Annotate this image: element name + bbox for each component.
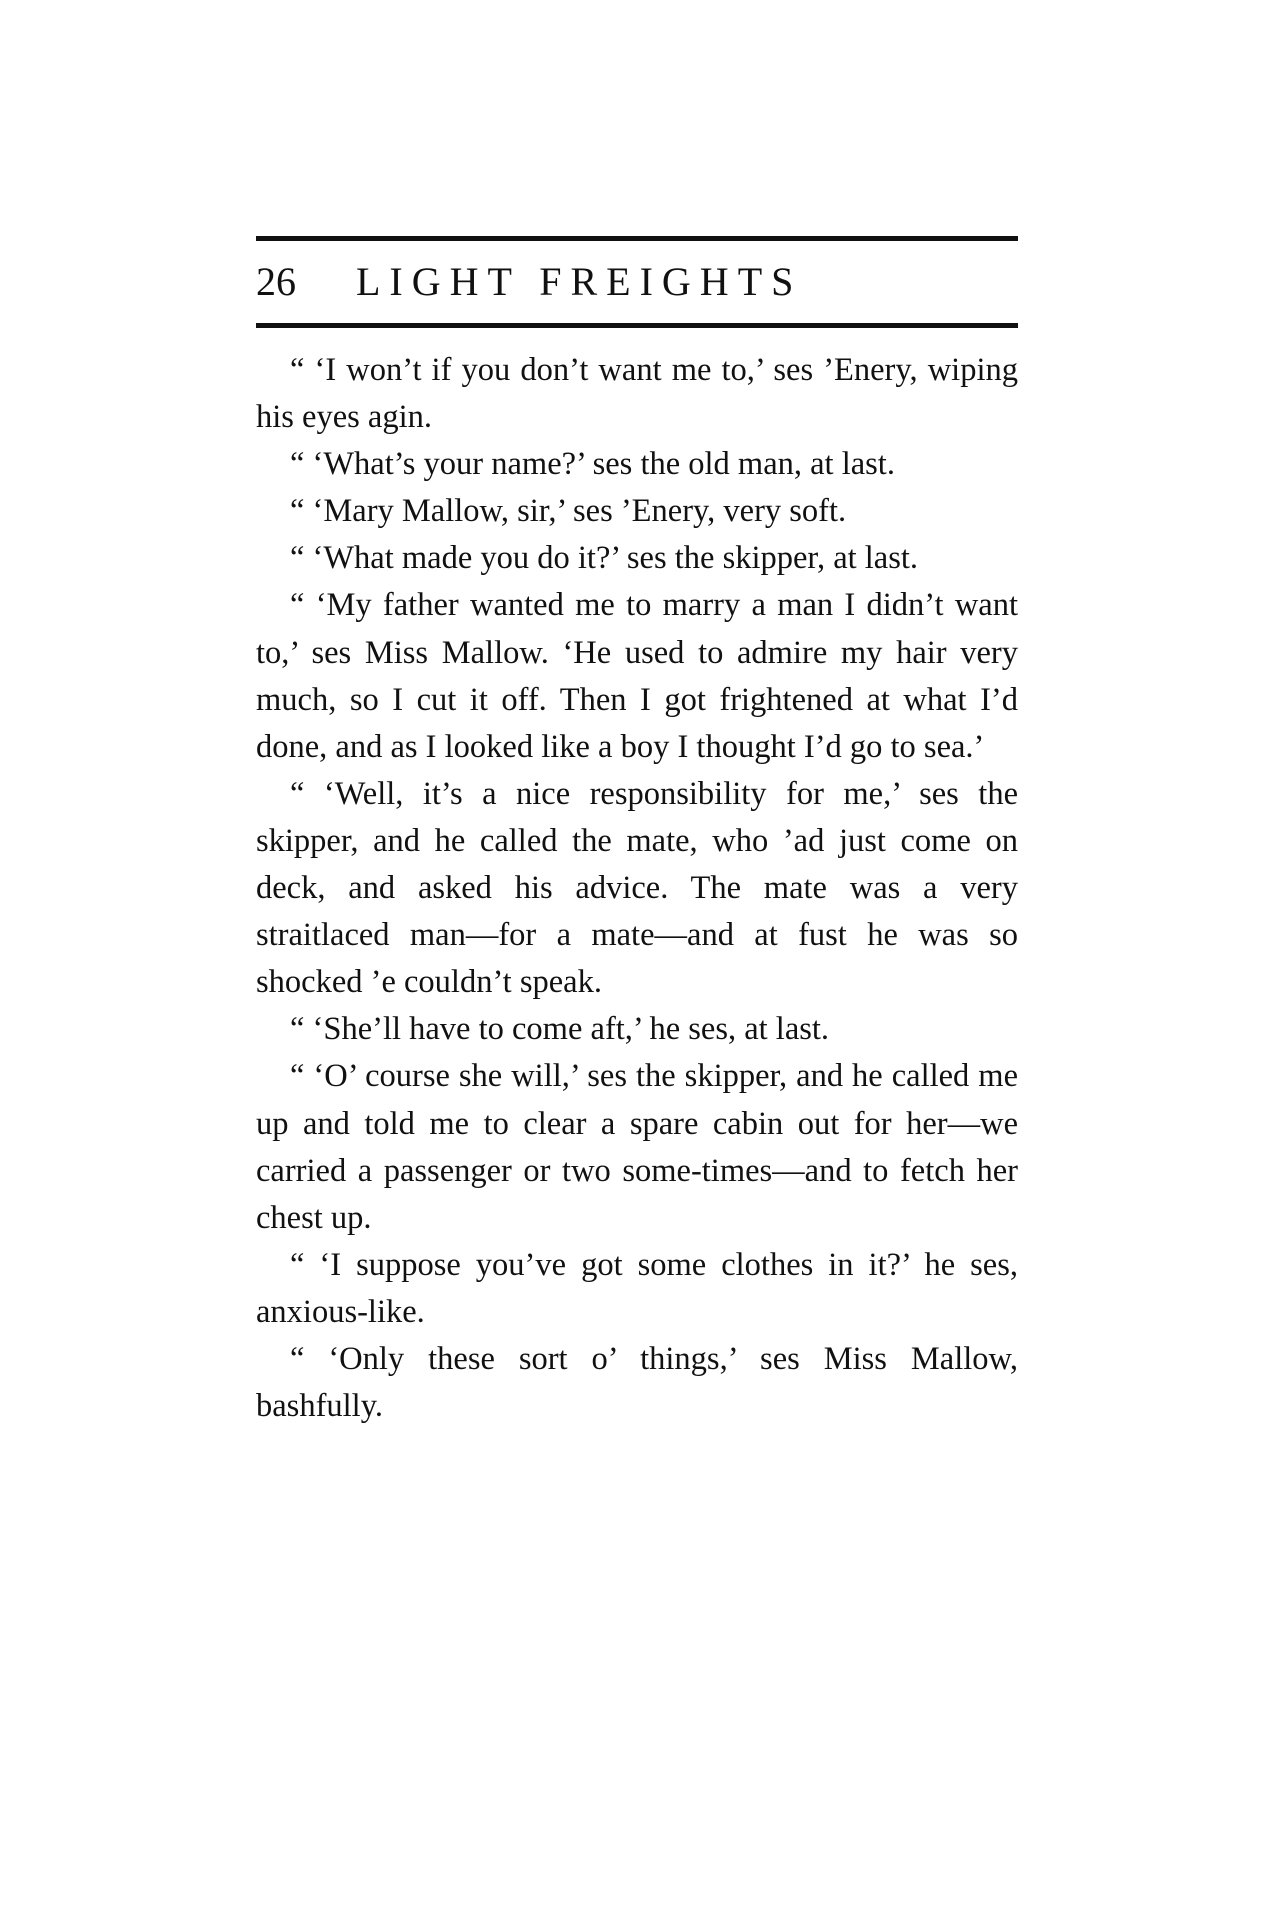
paragraph: “ ‘I suppose you’ve got some clothes in it?’ he ses, anxious-like. <box>256 1246 1018 1330</box>
book-page <box>256 236 1018 1430</box>
paragraph: “ ‘What’s your name?’ ses the old man, at last. <box>290 446 895 483</box>
paragraph: “ ‘O’ course she will,’ ses the skipper, and he called me up and told me to clear a spare cabin out for her—we carried a passenger or two some-times—and to fetch her chest up. <box>256 1058 1018 1236</box>
paragraph: “ ‘What made you do it?’ ses the skipper, at last. <box>290 540 919 577</box>
book-title: LIGHT FREIGHTS <box>356 259 803 304</box>
paragraph: “ ‘She’ll have to come aft,’ he ses, at last. <box>290 1011 830 1048</box>
paragraph: “ ‘I won’t if you don’t want me to,’ ses ’Enery, wiping his eyes agin. <box>256 352 1018 436</box>
body-text <box>256 347 1018 1430</box>
paragraph: “ ‘My father wanted me to marry a man I didn’t want to,’ ses Miss Mallow. ‘He used to admire my hair very much, so I cut it off. Then I got frightened at what I’d done, and as I looked like a boy I thought I’d go to sea.’ <box>256 587 1018 765</box>
page-number: 26 <box>256 259 296 304</box>
paragraph: “ ‘Well, it’s a nice responsibility for me,’ ses the skipper, and he called the mate, who ’ad just come on deck, and asked his advice. The mate was a very straitlaced man—for a mate—and at fust he was so shocked ’e couldn’t speak. <box>256 775 1018 1001</box>
running-head <box>256 241 1018 323</box>
paragraph: “ ‘Mary Mallow, sir,’ ses ’Enery, very soft. <box>290 493 847 530</box>
paragraph: “ ‘Only these sort o’ things,’ ses Miss Mallow, bashfully. <box>256 1340 1018 1425</box>
header-rule <box>256 323 1018 328</box>
